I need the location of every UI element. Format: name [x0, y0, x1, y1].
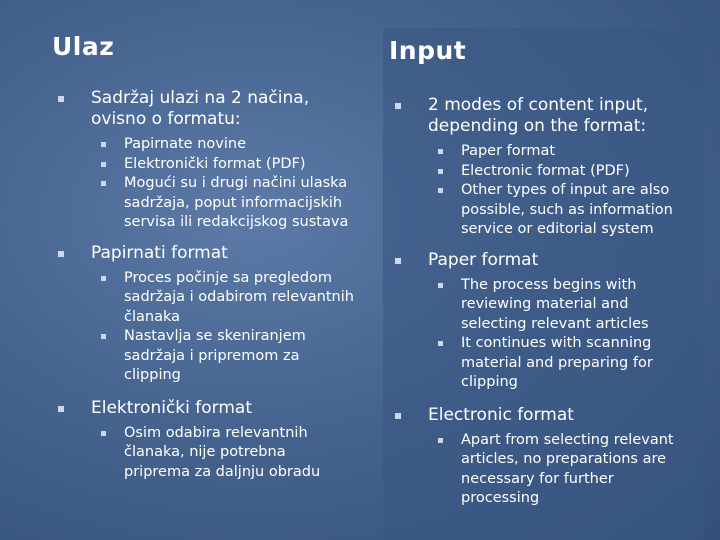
sub-bullet-text: Nastavlja se skeniranjem sadržaja i pripremom za clipping [124, 328, 306, 383]
sub-list-item [91, 174, 356, 233]
sub-list-item [428, 431, 693, 509]
list-item [393, 95, 693, 240]
bullet-text: Paper format [428, 249, 539, 270]
sub-list-item [428, 276, 693, 335]
sub-list-item [91, 327, 356, 386]
sub-bullet-text: Apart from selecting relevant articles, no preparations are necessary for further processing [461, 431, 674, 506]
list-item [393, 250, 693, 393]
bullet-text: Papirnati format [91, 242, 228, 263]
sub-bullet-text: The process begins with reviewing material and selecting relevant articles [461, 276, 649, 332]
square-bullet-icon [58, 406, 64, 412]
square-bullet-icon [101, 181, 106, 186]
sub-bullet-text: Papirnate novine [124, 136, 246, 152]
sub-bullet-text: Other types of input are also possible, such as information service or editorial system [461, 182, 673, 237]
square-bullet-icon [58, 251, 64, 257]
square-bullet-icon [395, 258, 401, 264]
sub-list-item [428, 181, 693, 240]
right-title: Input [389, 36, 467, 65]
sub-list-item [91, 269, 356, 328]
bullet-text: 2 modes of content input, depending on the format: [428, 95, 649, 136]
left-title: Ulaz [52, 32, 115, 61]
list-item [393, 405, 693, 509]
square-bullet-icon [438, 438, 443, 443]
sub-bullet-text: Osim odabira relevantnih članaka, nije potrebna priprema za daljnju obradu [124, 424, 321, 480]
bullet-text: Elektronički format [91, 397, 252, 418]
sub-list-item [91, 135, 356, 155]
left-bullet-list [56, 88, 356, 482]
sub-bullet-text: Paper format [461, 143, 556, 159]
square-bullet-icon [438, 188, 443, 193]
sub-list-item [428, 162, 693, 182]
sub-list-item [91, 155, 356, 175]
square-bullet-icon [438, 169, 443, 174]
sub-list-item [428, 334, 693, 393]
list-item [56, 243, 356, 386]
right-bullet-list [393, 95, 693, 509]
bullet-text: Electronic format [428, 404, 574, 425]
sub-list-item [91, 424, 356, 483]
square-bullet-icon [395, 413, 401, 419]
sub-bullet-text: Electronic format (PDF) [461, 162, 630, 179]
list-item [56, 88, 356, 233]
square-bullet-icon [101, 276, 106, 281]
sub-bullet-text: Proces počinje sa pregledom sadržaja i odabirom relevantnih članaka [124, 269, 354, 325]
square-bullet-icon [101, 142, 106, 147]
square-bullet-icon [101, 162, 106, 167]
list-item [56, 398, 356, 483]
square-bullet-icon [438, 341, 443, 346]
sub-bullet-text: Mogući su i drugi načini ulaska sadržaja, poput informacijskih servisa ili redakcijskog sustava [124, 175, 349, 230]
sub-bullet-text: It continues with scanning material and preparing for clipping [461, 335, 653, 390]
square-bullet-icon [438, 149, 443, 154]
square-bullet-icon [438, 283, 443, 288]
square-bullet-icon [101, 431, 106, 436]
square-bullet-icon [395, 103, 401, 109]
square-bullet-icon [101, 334, 106, 339]
bullet-text: Sadržaj ulazi na 2 načina, ovisno o formatu: [91, 88, 310, 129]
sub-list-item [428, 142, 693, 162]
sub-bullet-text: Elektronički format (PDF) [124, 155, 306, 172]
square-bullet-icon [58, 96, 64, 102]
